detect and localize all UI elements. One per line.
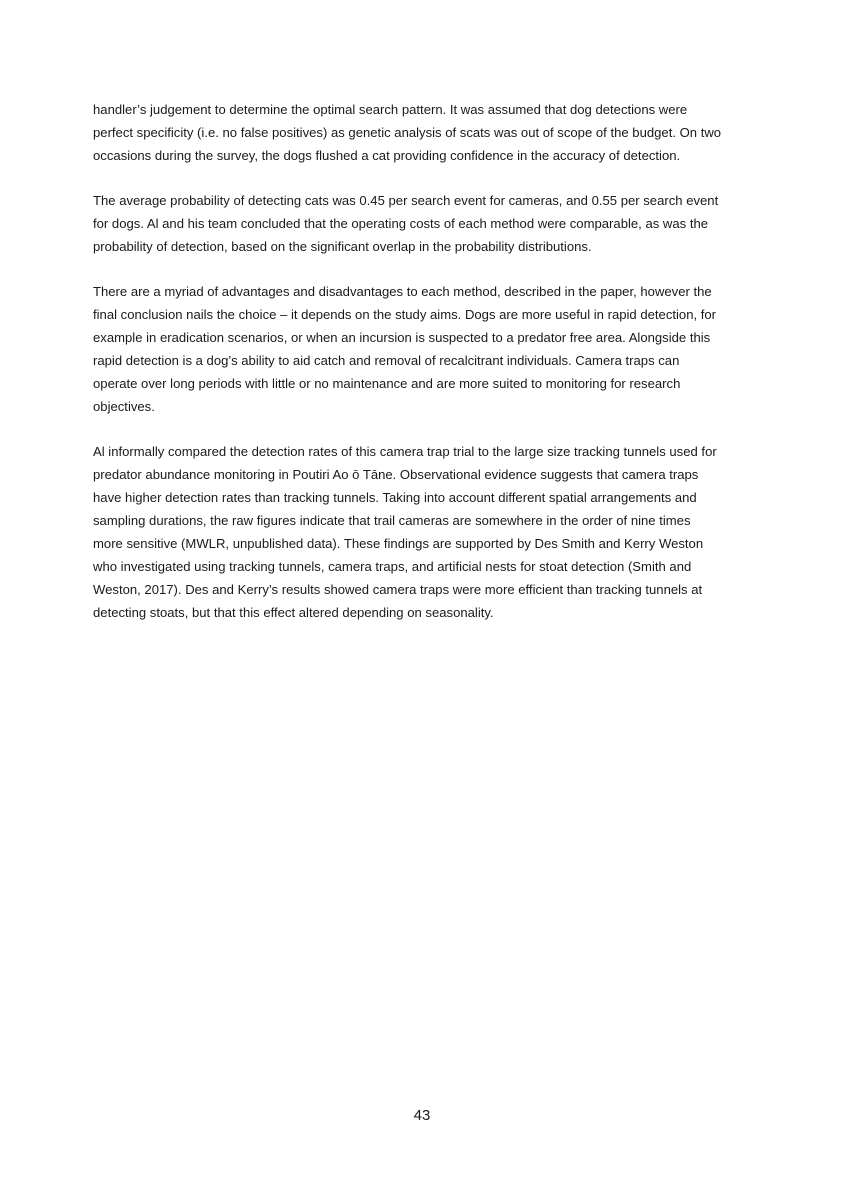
paragraph-dog-detection: [93, 98, 753, 167]
text-line: There are a myriad of advantages and disadvantages to each method, described in the paper, however the: [93, 284, 712, 299]
text-line: rapid detection is a dog’s ability to aid catch and removal of recalcitrant individuals. Camera traps can: [93, 353, 680, 368]
text-line: detecting stoats, but that this effect altered depending on seasonality.: [93, 605, 494, 620]
text-line: more sensitive (MWLR, unpublished data). These findings are supported by Des Smith and Kerry Weston: [93, 536, 704, 551]
paragraph-detection-probability: [93, 189, 753, 258]
text-line: Al informally compared the detection rates of this camera trap trial to the large size tracking tunnels used for: [93, 444, 717, 459]
text-line: objectives.: [93, 399, 155, 414]
text-line: have higher detection rates than tracking tunnels. Taking into account different spatial arrangements and: [93, 490, 697, 505]
text-line: example in eradication scenarios, or when an incursion is suspected to a predator free area. Alongside this: [93, 330, 711, 345]
text-line: final conclusion nails the choice – it depends on the study aims. Dogs are more useful in rapid detection, for: [93, 307, 717, 322]
text-line: sampling durations, the raw figures indicate that trail cameras are somewhere in the order of nine times: [93, 513, 691, 528]
text-line: probability of detection, based on the significant overlap in the probability distributions.: [93, 239, 592, 254]
paragraph-tracking-tunnels: [93, 440, 753, 624]
text-line: predator abundance monitoring in Poutiri Ao ō Tāne. Observational evidence suggests that camera traps: [93, 467, 699, 482]
text-line: who investigated using tracking tunnels, camera traps, and artificial nests for stoat detection (Smith and: [93, 559, 692, 574]
paragraph-advantages: [93, 280, 753, 418]
page-number: 43: [413, 1107, 431, 1124]
document-body: [93, 98, 753, 646]
text-line: The average probability of detecting cats was 0.45 per search event for cameras, and 0.55 per search event: [93, 193, 719, 208]
text-line: occasions during the survey, the dogs flushed a cat providing confidence in the accuracy of detection.: [93, 148, 681, 163]
text-line: operate over long periods with little or no maintenance and are more suited to monitoring for research: [93, 376, 681, 391]
text-line: for dogs. Al and his team concluded that the operating costs of each method were comparable, as was the: [93, 216, 709, 231]
text-line: handler’s judgement to determine the optimal search pattern. It was assumed that dog detections were: [93, 102, 688, 117]
text-line: Weston, 2017). Des and Kerry’s results showed camera traps were more efficient than tracking tunnels at: [93, 582, 703, 597]
text-line: perfect specificity (i.e. no false positives) as genetic analysis of scats was out of scope of the budget. On two: [93, 125, 722, 140]
